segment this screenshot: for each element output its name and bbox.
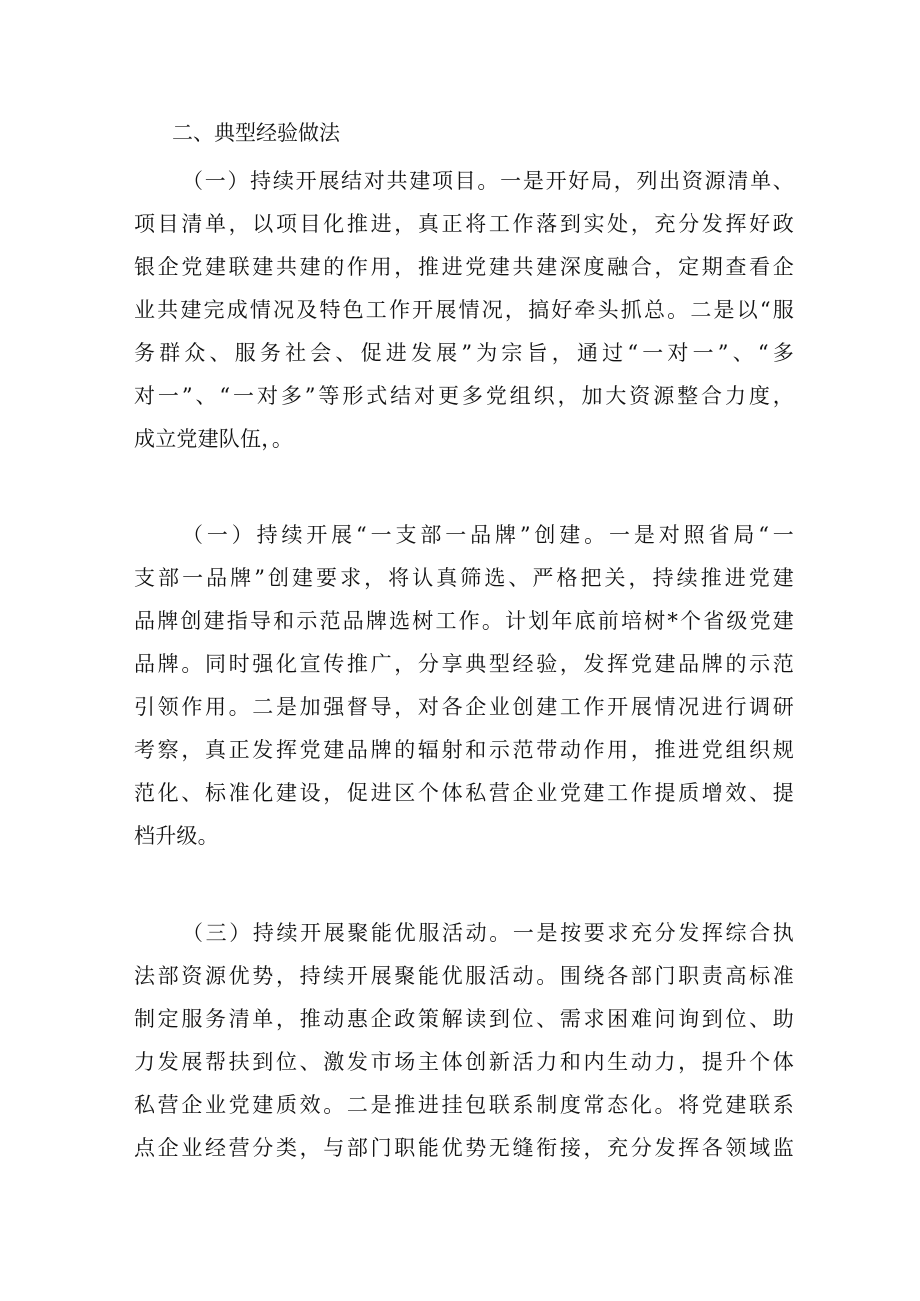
paragraph-line: 引领作用。二是加强督导，对各企业创建工作开展情况进行调研 <box>134 695 794 719</box>
paragraph-line: 私营企业党建质效。二是推进挂包联系制度常态化。将党建联系 <box>134 1093 794 1117</box>
paragraph-2 <box>134 514 794 858</box>
paragraph-line: 务群众、服务社会、促进发展”为宗旨，通过“一对一”、“多 <box>134 341 794 365</box>
paragraph-line: （一）持续开展结对共建项目。一是开好局，列出资源清单、 <box>182 169 794 193</box>
paragraph-1 <box>134 160 794 461</box>
paragraph-line: 考察，真正发挥党建品牌的辐射和示范带动作用，推进党组织规 <box>134 738 794 762</box>
paragraph-line: 范化、标准化建设，促进区个体私营企业党建工作提质增效、提 <box>134 781 794 805</box>
paragraph-3 <box>134 912 794 1170</box>
paragraph-line: 品牌。同时强化宣传推广，分享典型经验，发挥党建品牌的示范 <box>134 652 794 676</box>
paragraph-line: 点企业经营分类，与部门职能优势无缝衔接，充分发挥各领域监 <box>134 1136 794 1160</box>
paragraph-line: 业共建完成情况及特色工作开展情况，搞好牵头抓总。二是以“服 <box>134 298 794 322</box>
section-heading: 二、典型经验做法 <box>172 121 340 145</box>
paragraph-line: 支部一品牌”创建要求，将认真筛选、严格把关，持续推进党建 <box>134 566 794 590</box>
paragraph-line: 档升级。 <box>134 824 219 848</box>
paragraph-line: 力发展帮扶到位、激发市场主体创新活力和内生动力，提升个体 <box>134 1050 794 1074</box>
paragraph-line: （三）持续开展聚能优服活动。一是按要求充分发挥综合执 <box>182 921 794 945</box>
paragraph-line: （一）持续开展“一支部一品牌”创建。一是对照省局“一 <box>182 523 794 547</box>
paragraph-line: 法部资源优势，持续开展聚能优服活动。围绕各部门职责高标准 <box>134 964 794 988</box>
paragraph-line: 项目清单，以项目化推进，真正将工作落到实处，充分发挥好政 <box>134 212 794 236</box>
paragraph-line: 制定服务清单，推动惠企政策解读到位、需求困难问询到位、助 <box>134 1007 794 1031</box>
paragraph-line: 银企党建联建共建的作用，推进党建共建深度融合，定期查看企 <box>134 255 794 279</box>
paragraph-line: 对一”、“一对多”等形式结对更多党组织，加大资源整合力度， <box>134 384 794 408</box>
paragraph-line: 成立党建队伍，。 <box>134 427 294 451</box>
paragraph-line: 品牌创建指导和示范品牌选树工作。计划年底前培树*个省级党建 <box>134 609 794 633</box>
